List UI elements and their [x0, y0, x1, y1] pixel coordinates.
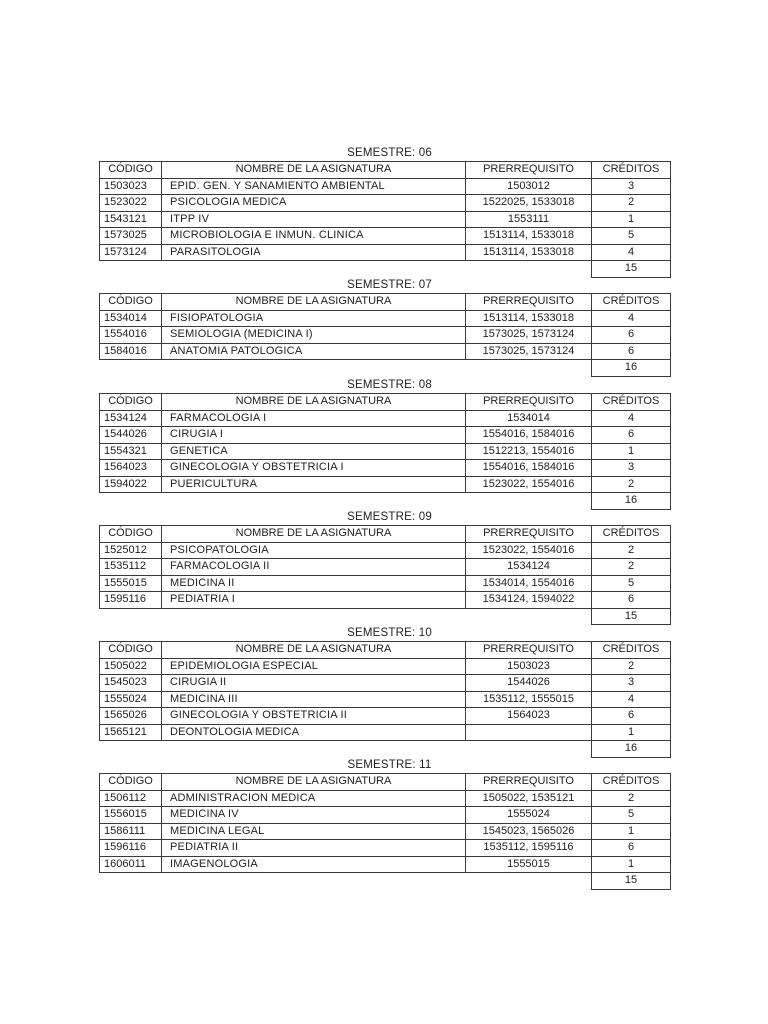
credits-total: 15 — [592, 608, 671, 625]
table-row — [100, 460, 671, 477]
header-prereq: PRERREQUISITO — [466, 774, 592, 791]
course-name: MEDICINA II — [162, 575, 466, 592]
total-spacer — [100, 261, 592, 278]
course-prereq: 1545023, 1565026 — [466, 823, 592, 840]
table-row — [100, 211, 671, 228]
header-code: CÓDIGO — [100, 526, 162, 543]
table-header-row — [100, 162, 671, 179]
course-code: 1505022 — [100, 658, 162, 675]
course-name: ANATOMIA PATOLOGICA — [162, 343, 466, 360]
total-row — [100, 493, 671, 510]
course-prereq: 1554016, 1584016 — [466, 427, 592, 444]
course-name: CIRUGIA I — [162, 427, 466, 444]
table-row — [100, 542, 671, 559]
header-name: NOMBRE DE LA ASIGNATURA — [162, 294, 466, 311]
course-credits: 1 — [592, 443, 671, 460]
course-code: 1506112 — [100, 790, 162, 807]
header-name: NOMBRE DE LA ASIGNATURA — [162, 162, 466, 179]
header-code: CÓDIGO — [100, 394, 162, 411]
course-credits: 6 — [592, 427, 671, 444]
credits-total: 15 — [592, 261, 671, 278]
course-name: PSICOLOGIA MEDICA — [162, 195, 466, 212]
course-credits: 1 — [592, 856, 671, 873]
course-prereq: 1564023 — [466, 708, 592, 725]
course-code: 1543121 — [100, 211, 162, 228]
header-credits: CRÉDITOS — [592, 526, 671, 543]
table-row — [100, 575, 671, 592]
course-code: 1556015 — [100, 807, 162, 824]
total-row — [100, 608, 671, 625]
course-prereq: 1523022, 1554016 — [466, 542, 592, 559]
header-name: NOMBRE DE LA ASIGNATURA — [162, 642, 466, 659]
course-code: 1545023 — [100, 675, 162, 692]
course-credits: 4 — [592, 410, 671, 427]
course-name: FARMACOLOGIA I — [162, 410, 466, 427]
table-row — [100, 807, 671, 824]
course-code: 1525012 — [100, 542, 162, 559]
table-row — [100, 724, 671, 741]
course-prereq: 1553111 — [466, 211, 592, 228]
header-code: CÓDIGO — [100, 642, 162, 659]
course-prereq: 1534014 — [466, 410, 592, 427]
course-prereq: 1513114, 1533018 — [466, 310, 592, 327]
course-code: 1606011 — [100, 856, 162, 873]
table-row — [100, 410, 671, 427]
table-row — [100, 708, 671, 725]
course-name: PARASITOLOGIA — [162, 244, 466, 261]
course-credits: 4 — [592, 310, 671, 327]
course-name: FISIOPATOLOGIA — [162, 310, 466, 327]
header-prereq: PRERREQUISITO — [466, 394, 592, 411]
course-code: 1554321 — [100, 443, 162, 460]
table-header-row — [100, 526, 671, 543]
course-code: 1586111 — [100, 823, 162, 840]
course-name: GENETICA — [162, 443, 466, 460]
course-code: 1564023 — [100, 460, 162, 477]
table-row — [100, 691, 671, 708]
table-row — [100, 443, 671, 460]
course-name: FARMACOLOGIA II — [162, 559, 466, 576]
table-row — [100, 343, 671, 360]
course-code: 1584016 — [100, 343, 162, 360]
course-code: 1555015 — [100, 575, 162, 592]
semester-title: SEMESTRE: 09 — [347, 511, 432, 523]
course-name: CIRUGIA II — [162, 675, 466, 692]
course-name: GINECOLOGIA Y OBSTETRICIA I — [162, 460, 466, 477]
semester-block — [99, 509, 670, 625]
courses-table — [99, 641, 671, 758]
semester-title: SEMESTRE: 07 — [347, 279, 432, 291]
course-prereq: 1544026 — [466, 675, 592, 692]
table-row — [100, 790, 671, 807]
semester-title: SEMESTRE: 06 — [347, 147, 432, 159]
course-prereq: 1512213, 1554016 — [466, 443, 592, 460]
course-credits: 6 — [592, 327, 671, 344]
course-name: GINECOLOGIA Y OBSTETRICIA II — [162, 708, 466, 725]
courses-table — [99, 525, 671, 625]
course-prereq: 1535112, 1555015 — [466, 691, 592, 708]
header-credits: CRÉDITOS — [592, 162, 671, 179]
course-prereq: 1505022, 1535121 — [466, 790, 592, 807]
table-row — [100, 840, 671, 857]
course-prereq: 1535112, 1595116 — [466, 840, 592, 857]
course-prereq: 1522025, 1533018 — [466, 195, 592, 212]
table-row — [100, 327, 671, 344]
table-row — [100, 178, 671, 195]
credits-total: 16 — [592, 741, 671, 758]
course-prereq: 1503023 — [466, 658, 592, 675]
courses-table — [99, 293, 671, 377]
course-name: PEDIATRIA I — [162, 592, 466, 609]
table-row — [100, 592, 671, 609]
course-prereq: 1573025, 1573124 — [466, 327, 592, 344]
course-name: MEDICINA III — [162, 691, 466, 708]
courses-table — [99, 393, 671, 510]
credits-total: 15 — [592, 873, 671, 890]
courses-table — [99, 773, 671, 890]
total-row — [100, 360, 671, 377]
header-name: NOMBRE DE LA ASIGNATURA — [162, 774, 466, 791]
header-prereq: PRERREQUISITO — [466, 526, 592, 543]
table-header-row — [100, 642, 671, 659]
semester-block — [99, 377, 670, 510]
course-name: SEMIOLOGIA (MEDICINA I) — [162, 327, 466, 344]
course-credits: 4 — [592, 244, 671, 261]
course-prereq: 1503012 — [466, 178, 592, 195]
courses-table — [99, 161, 671, 278]
course-prereq: 1554016, 1584016 — [466, 460, 592, 477]
semester-block — [99, 277, 670, 377]
course-credits: 2 — [592, 790, 671, 807]
course-name: MEDICINA LEGAL — [162, 823, 466, 840]
course-name: MICROBIOLOGIA E INMUN. CLINICA — [162, 228, 466, 245]
header-credits: CRÉDITOS — [592, 774, 671, 791]
semester-title: SEMESTRE: 10 — [347, 627, 432, 639]
table-row — [100, 195, 671, 212]
course-prereq: 1555024 — [466, 807, 592, 824]
table-row — [100, 476, 671, 493]
course-prereq: 1513114, 1533018 — [466, 228, 592, 245]
table-header-row — [100, 774, 671, 791]
table-header-row — [100, 394, 671, 411]
course-code: 1596116 — [100, 840, 162, 857]
course-credits: 5 — [592, 575, 671, 592]
semester-block — [99, 757, 670, 890]
course-code: 1573025 — [100, 228, 162, 245]
course-code: 1595116 — [100, 592, 162, 609]
total-spacer — [100, 608, 592, 625]
header-prereq: PRERREQUISITO — [466, 294, 592, 311]
course-credits: 5 — [592, 228, 671, 245]
course-credits: 6 — [592, 840, 671, 857]
table-row — [100, 658, 671, 675]
header-credits: CRÉDITOS — [592, 394, 671, 411]
header-prereq: PRERREQUISITO — [466, 162, 592, 179]
course-credits: 1 — [592, 724, 671, 741]
total-spacer — [100, 873, 592, 890]
header-name: NOMBRE DE LA ASIGNATURA — [162, 394, 466, 411]
semester-block — [99, 145, 670, 278]
course-code: 1554016 — [100, 327, 162, 344]
course-name: EPIDEMIOLOGIA ESPECIAL — [162, 658, 466, 675]
course-prereq: 1555015 — [466, 856, 592, 873]
header-credits: CRÉDITOS — [592, 642, 671, 659]
course-credits: 2 — [592, 542, 671, 559]
course-code: 1534124 — [100, 410, 162, 427]
table-row — [100, 675, 671, 692]
course-credits: 4 — [592, 691, 671, 708]
course-prereq: 1523022, 1554016 — [466, 476, 592, 493]
course-code: 1523022 — [100, 195, 162, 212]
header-credits: CRÉDITOS — [592, 294, 671, 311]
total-spacer — [100, 493, 592, 510]
course-credits: 6 — [592, 708, 671, 725]
course-code: 1555024 — [100, 691, 162, 708]
header-name: NOMBRE DE LA ASIGNATURA — [162, 526, 466, 543]
total-spacer — [100, 741, 592, 758]
course-name: DEONTOLOGIA MEDICA — [162, 724, 466, 741]
course-name: ADMINISTRACION MEDICA — [162, 790, 466, 807]
total-row — [100, 873, 671, 890]
credits-total: 16 — [592, 360, 671, 377]
course-prereq — [466, 724, 592, 741]
semester-title: SEMESTRE: 11 — [347, 759, 432, 771]
table-header-row — [100, 294, 671, 311]
course-credits: 1 — [592, 211, 671, 228]
course-name: PSICOPATOLOGIA — [162, 542, 466, 559]
semester-block — [99, 625, 670, 758]
course-name: IMAGENOLOGIA — [162, 856, 466, 873]
course-code: 1544026 — [100, 427, 162, 444]
course-credits: 2 — [592, 476, 671, 493]
course-credits: 2 — [592, 658, 671, 675]
table-row — [100, 427, 671, 444]
course-name: PUERICULTURA — [162, 476, 466, 493]
course-credits: 3 — [592, 675, 671, 692]
course-credits: 5 — [592, 807, 671, 824]
course-code: 1534014 — [100, 310, 162, 327]
course-name: PEDIATRIA II — [162, 840, 466, 857]
course-credits: 3 — [592, 460, 671, 477]
table-row — [100, 228, 671, 245]
table-row — [100, 310, 671, 327]
table-row — [100, 823, 671, 840]
total-row — [100, 261, 671, 278]
course-credits: 6 — [592, 592, 671, 609]
total-spacer — [100, 360, 592, 377]
header-prereq: PRERREQUISITO — [466, 642, 592, 659]
course-code: 1565026 — [100, 708, 162, 725]
course-code: 1565121 — [100, 724, 162, 741]
semester-title: SEMESTRE: 08 — [347, 379, 432, 391]
course-code: 1573124 — [100, 244, 162, 261]
credits-total: 16 — [592, 493, 671, 510]
course-credits: 1 — [592, 823, 671, 840]
course-name: EPID. GEN. Y SANAMIENTO AMBIENTAL — [162, 178, 466, 195]
header-code: CÓDIGO — [100, 294, 162, 311]
course-prereq: 1534124, 1594022 — [466, 592, 592, 609]
course-credits: 2 — [592, 559, 671, 576]
course-prereq: 1534124 — [466, 559, 592, 576]
course-name: ITPP IV — [162, 211, 466, 228]
course-code: 1594022 — [100, 476, 162, 493]
header-code: CÓDIGO — [100, 774, 162, 791]
table-row — [100, 244, 671, 261]
course-credits: 6 — [592, 343, 671, 360]
table-row — [100, 856, 671, 873]
table-row — [100, 559, 671, 576]
course-name: MEDICINA IV — [162, 807, 466, 824]
total-row — [100, 741, 671, 758]
course-code: 1503023 — [100, 178, 162, 195]
course-prereq: 1534014, 1554016 — [466, 575, 592, 592]
course-code: 1535112 — [100, 559, 162, 576]
course-credits: 3 — [592, 178, 671, 195]
course-prereq: 1513114, 1533018 — [466, 244, 592, 261]
header-code: CÓDIGO — [100, 162, 162, 179]
course-prereq: 1573025, 1573124 — [466, 343, 592, 360]
course-credits: 2 — [592, 195, 671, 212]
